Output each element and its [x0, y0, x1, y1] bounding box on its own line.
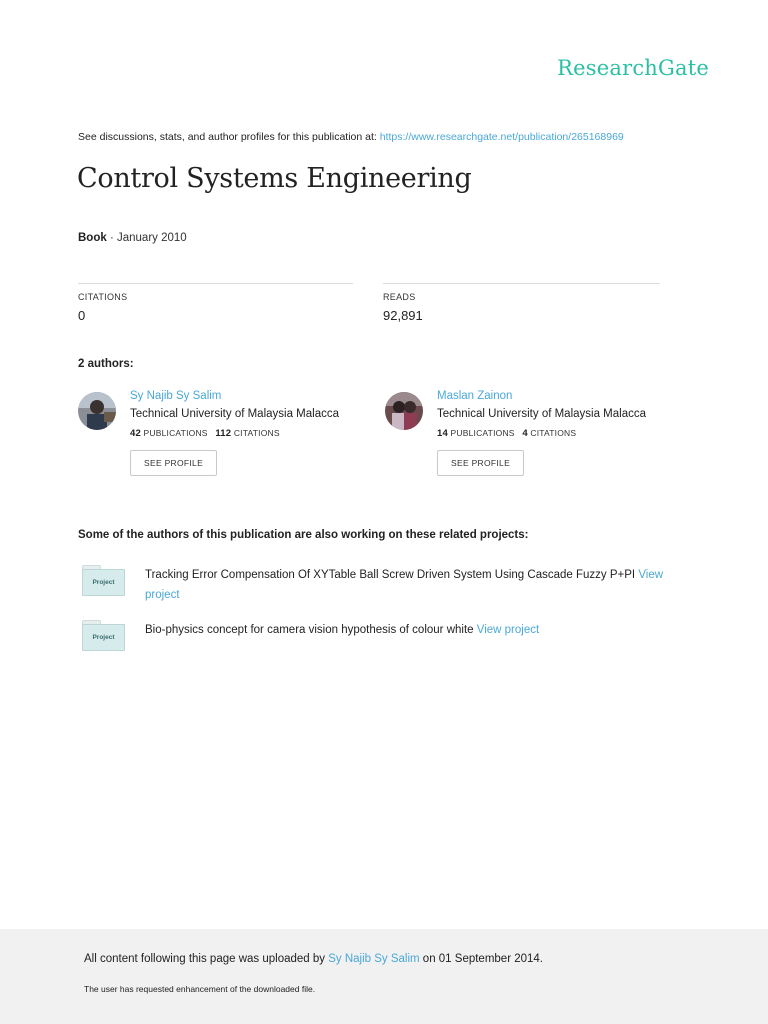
meta-separator: ·: [106, 232, 117, 244]
footer: [0, 929, 768, 1024]
uploader-link[interactable]: Sy Najib Sy Salim: [328, 953, 420, 965]
publication-title: Control Systems Engineering: [77, 163, 472, 194]
upload-notice: [84, 953, 543, 965]
enhancement-notice: The user has requested enhancement of the downloaded file.: [84, 984, 316, 994]
project-folder-icon[interactable]: [82, 620, 125, 653]
author-name-link[interactable]: Sy Najib Sy Salim: [130, 390, 222, 402]
project-description: [145, 620, 685, 640]
publications-label: PUBLICATIONS: [143, 428, 208, 438]
citations-stat: [78, 283, 353, 323]
project-folder-icon[interactable]: [82, 565, 125, 598]
avatar[interactable]: [78, 392, 116, 430]
upload-prefix: All content following this page was uploaded by: [84, 953, 329, 965]
publications-count: 42: [130, 428, 141, 439]
see-profile-button[interactable]: SEE PROFILE: [130, 450, 217, 476]
view-project-link[interactable]: View project: [145, 569, 664, 601]
author-info: [130, 390, 370, 476]
author-info: [437, 390, 677, 476]
author-citations-count: 112: [215, 428, 232, 439]
author-institution: Technical University of Malaysia Malacca: [130, 408, 339, 420]
author-citations-label: CITATIONS: [233, 428, 280, 438]
avatar[interactable]: [385, 392, 423, 430]
see-profile-button[interactable]: SEE PROFILE: [437, 450, 524, 476]
view-project-link[interactable]: View project: [476, 624, 540, 636]
author-counts: [130, 428, 370, 439]
project-title: Tracking Error Compensation Of XYTable Ball Screw Driven System Using Cascade Fuzzy P+PI: [145, 569, 639, 581]
publication-meta: [78, 232, 187, 244]
reads-stat: [383, 283, 660, 323]
author-name-link[interactable]: Maslan Zainon: [437, 390, 513, 402]
publication-date: January 2010: [116, 232, 187, 244]
citations-label: CITATIONS: [78, 292, 128, 302]
author-institution: Technical University of Malaysia Malacca: [437, 408, 646, 420]
discussion-text: See discussions, stats, and author profiles for this publication at:: [78, 131, 380, 143]
upload-suffix: on 01 September 2014.: [419, 953, 544, 965]
discussion-line: [78, 131, 624, 143]
project-description: [145, 565, 685, 605]
citations-value: 0: [78, 308, 86, 323]
project-title: Bio-physics concept for camera vision hypothesis of colour white: [145, 624, 477, 636]
reads-label: READS: [383, 292, 416, 302]
author-counts: [437, 428, 677, 439]
reads-value: 92,891: [383, 308, 423, 323]
author-citations-count: 4: [522, 428, 528, 439]
publications-label: PUBLICATIONS: [450, 428, 515, 438]
authors-heading: 2 authors:: [78, 358, 134, 370]
publication-url-link[interactable]: https://www.researchgate.net/publication/265168969: [379, 131, 624, 143]
author-citations-label: CITATIONS: [530, 428, 577, 438]
related-projects-heading: Some of the authors of this publication are also working on these related projects:: [78, 529, 529, 541]
folder-label: Project: [92, 579, 115, 586]
publication-type: Book: [78, 232, 107, 244]
publications-count: 14: [437, 428, 448, 439]
folder-label: Project: [92, 634, 115, 641]
researchgate-logo[interactable]: ResearchGate: [557, 56, 709, 80]
